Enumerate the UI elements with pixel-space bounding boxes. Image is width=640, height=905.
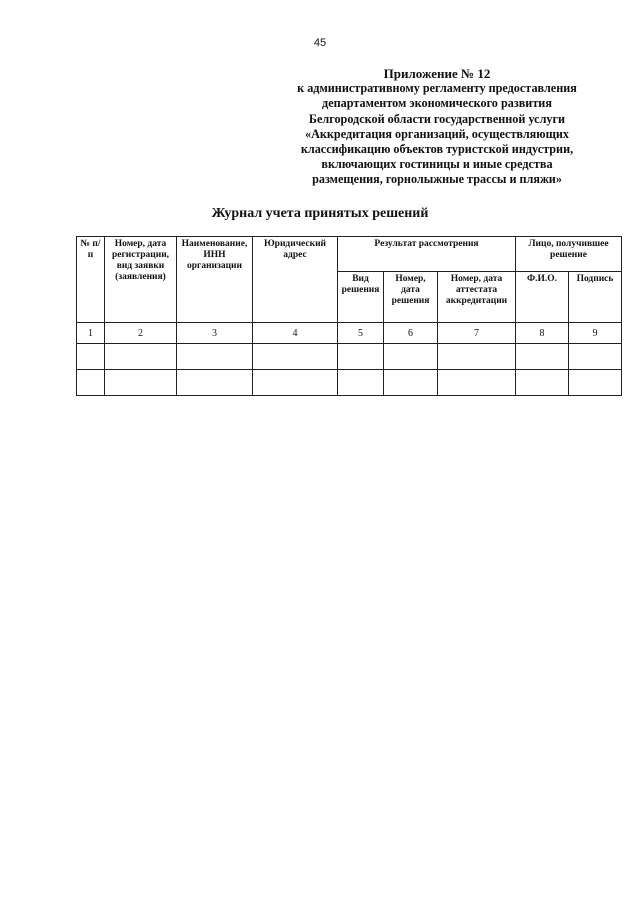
- empty-cell: [338, 344, 384, 370]
- journal-table: [76, 236, 622, 396]
- empty-cell: [384, 344, 438, 370]
- empty-cell: [253, 370, 338, 396]
- column-number-row: [77, 323, 622, 344]
- column-number: 1: [77, 323, 105, 344]
- column-number: 2: [105, 323, 177, 344]
- header-signature: Подпись: [569, 272, 622, 323]
- appendix-line: к административному регламенту предоставления: [297, 81, 577, 96]
- column-number: 7: [438, 323, 516, 344]
- header-decision-number: Номер, дата решения: [384, 272, 438, 323]
- journal-title: Журнал учета принятых решений: [211, 206, 429, 221]
- empty-cell: [569, 344, 622, 370]
- empty-row: [77, 370, 622, 396]
- empty-cell: [384, 370, 438, 396]
- column-number: 3: [177, 323, 253, 344]
- header-result: Результат рассмотрения: [338, 237, 516, 272]
- empty-cell: [569, 370, 622, 396]
- empty-cell: [438, 370, 516, 396]
- empty-cell: [338, 370, 384, 396]
- appendix-line: Белгородской области государственной услуги: [308, 111, 566, 126]
- header-decision-type: Вид решения: [338, 272, 384, 323]
- page-number: 45: [313, 37, 327, 49]
- empty-cell: [177, 370, 253, 396]
- column-number: 6: [384, 323, 438, 344]
- empty-cell: [177, 344, 253, 370]
- empty-cell: [77, 370, 105, 396]
- appendix-line: классификацию объектов туристской индустрии,: [300, 142, 574, 157]
- header-certificate-number: Номер, дата аттестата аккредитации: [438, 272, 516, 323]
- header-receiver: Лицо, получившее решение: [516, 237, 622, 272]
- empty-cell: [438, 344, 516, 370]
- column-number: 9: [569, 323, 622, 344]
- empty-cell: [516, 370, 569, 396]
- column-number: 4: [253, 323, 338, 344]
- column-number: 8: [516, 323, 569, 344]
- empty-cell: [253, 344, 338, 370]
- appendix-line: размещения, горнолыжные трассы и пляжи»: [312, 172, 562, 187]
- appendix-line: департаментом экономического развития: [322, 96, 552, 111]
- header-legal-address: Юридический адрес: [253, 237, 338, 323]
- empty-row: [77, 344, 622, 370]
- appendix-line: «Аккредитация организаций, осуществляющих: [304, 126, 569, 141]
- header-organization: Наименование, ИНН организации: [177, 237, 253, 323]
- empty-cell: [105, 370, 177, 396]
- empty-cell: [105, 344, 177, 370]
- column-number: 5: [338, 323, 384, 344]
- appendix-line: включающих гостиницы и иные средства: [321, 157, 553, 172]
- header-num: № п/п: [77, 237, 105, 323]
- empty-cell: [516, 344, 569, 370]
- header-registration: Номер, дата регистрации, вид заявки (заявления): [105, 237, 177, 323]
- header-fio: Ф.И.О.: [516, 272, 569, 323]
- empty-cell: [77, 344, 105, 370]
- appendix-header: [272, 66, 602, 188]
- appendix-title: Приложение № 12: [383, 66, 491, 81]
